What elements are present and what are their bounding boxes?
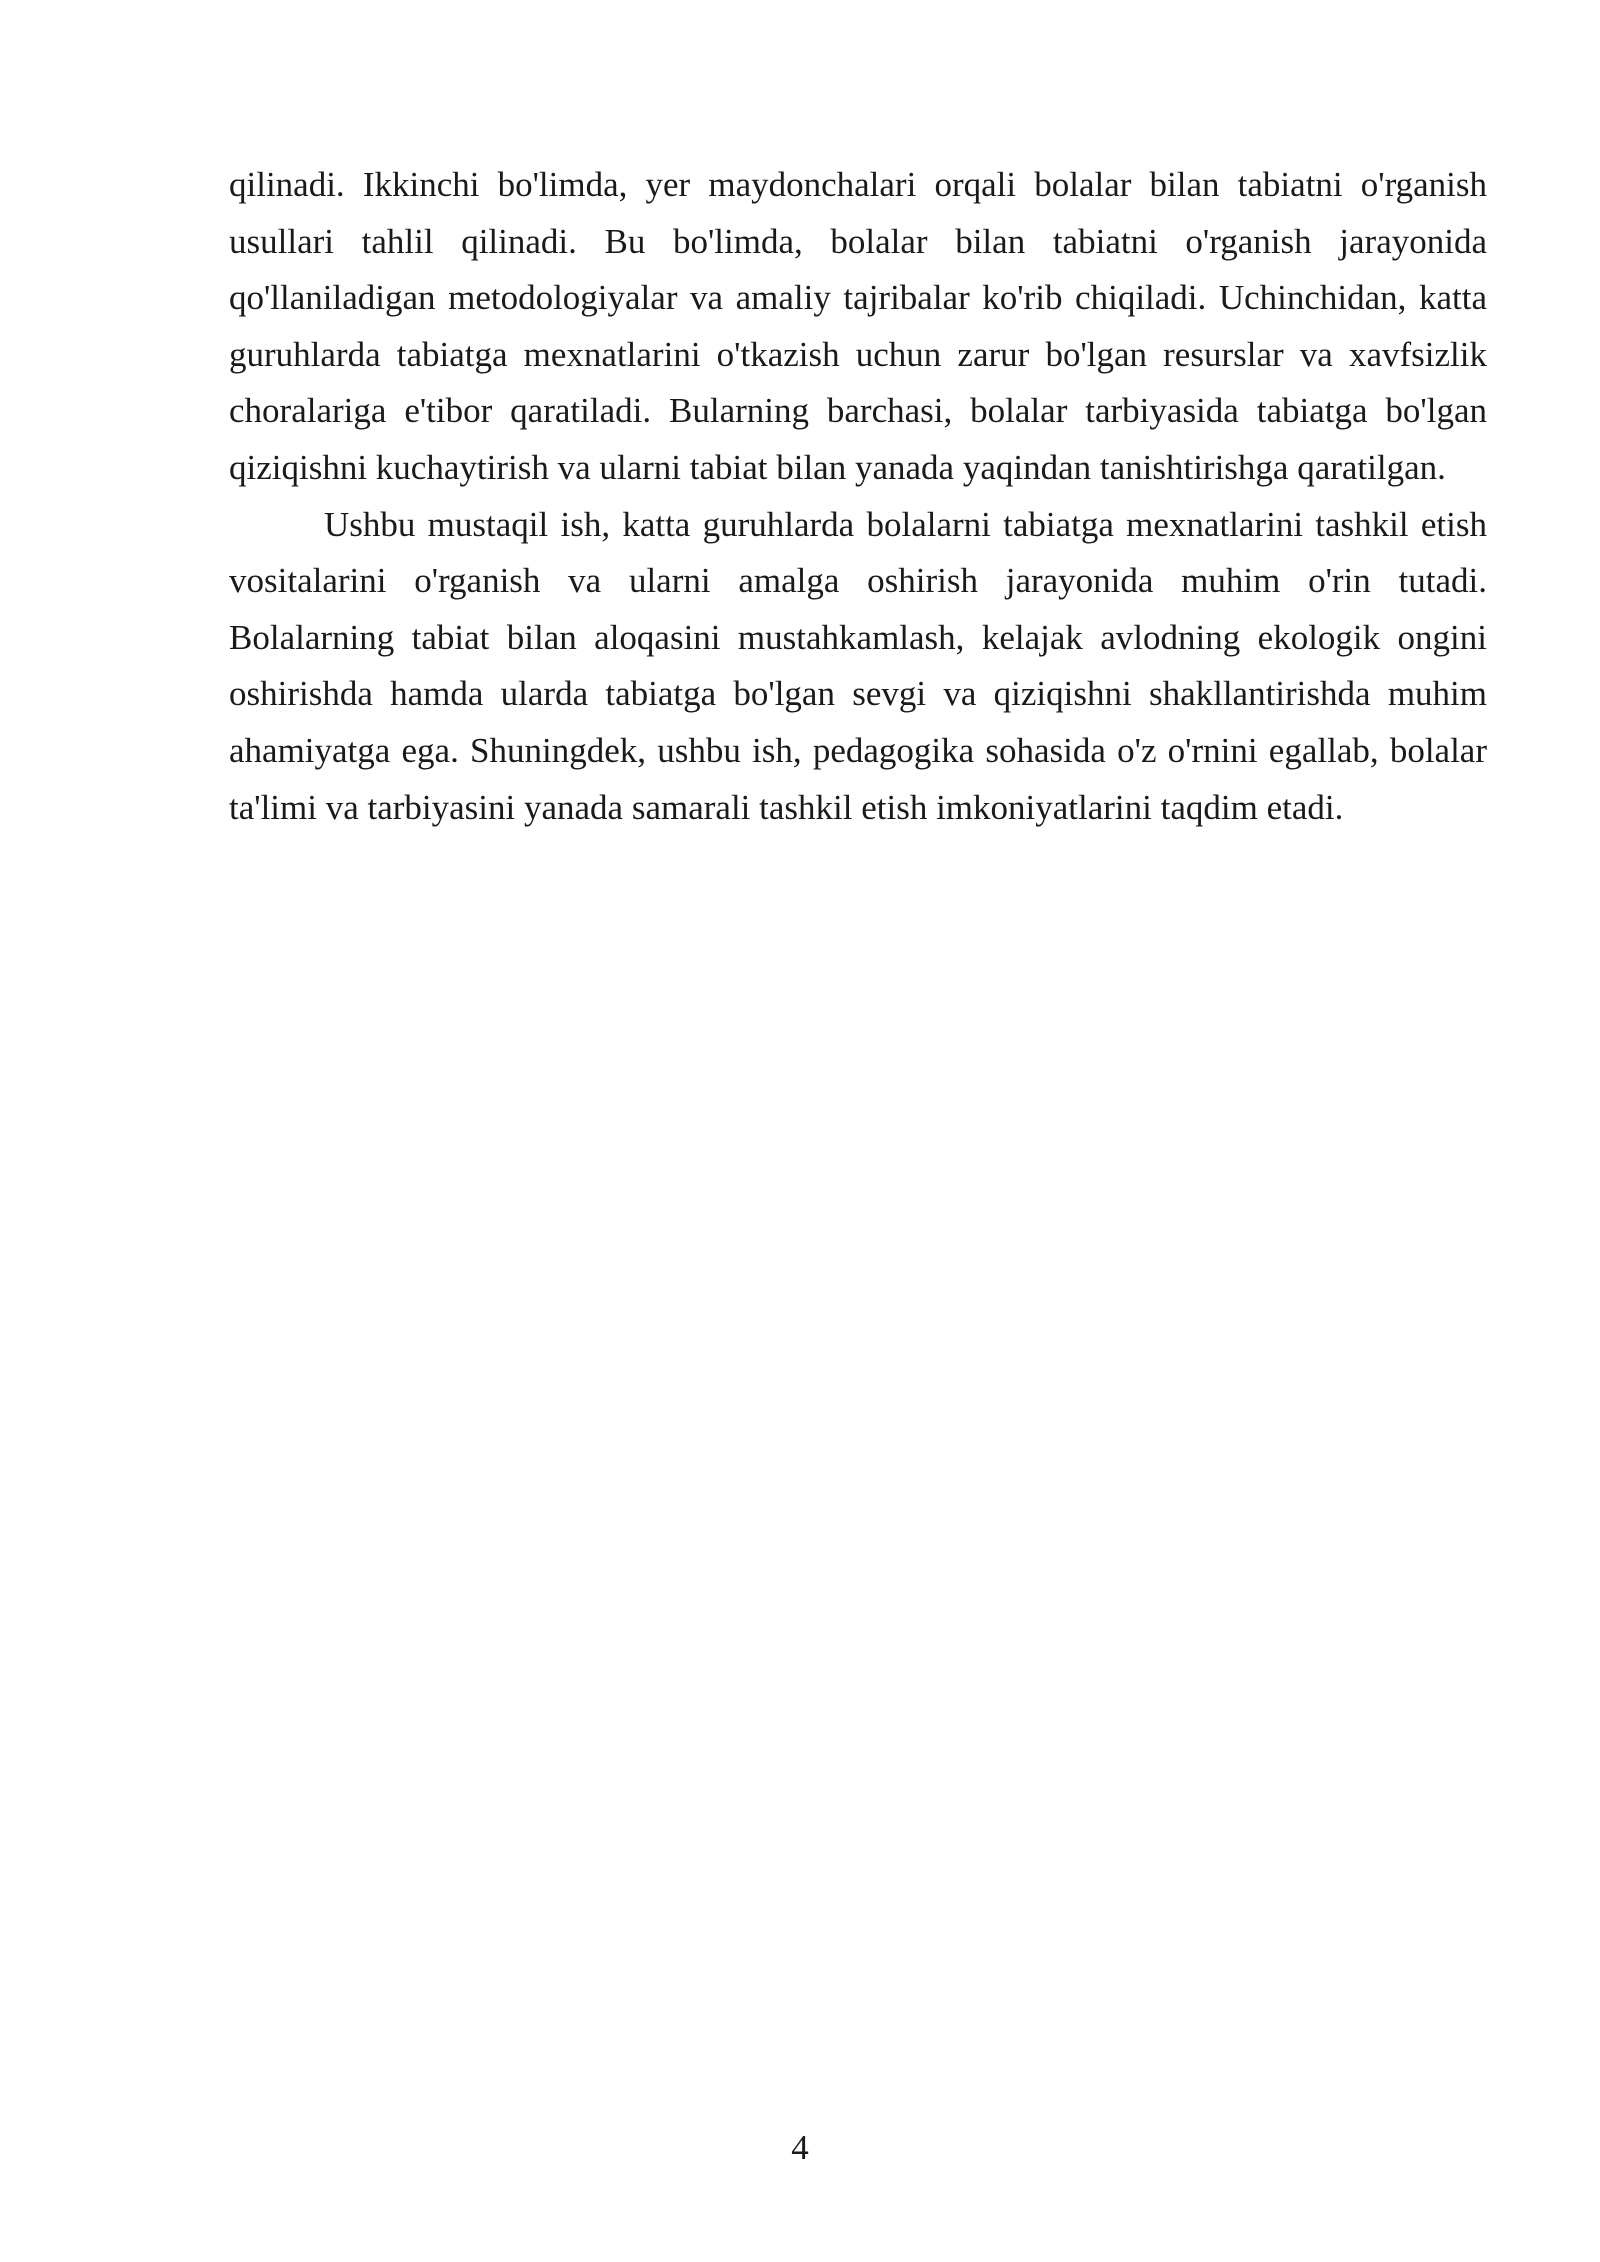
paragraph-conclusion: Ushbu mustaqil ish, katta guruhlarda bolalarni tabiatga mexnatlarini tashkil etish vositalarini o'rganish va ularni amalga oshirish jarayonida muhim o'rin tutadi. Bolalarning tabiat bilan aloqasini mustahkamlash, kelajak avlodning ekologik ongini oshirishda hamda ularda tabiatga bo'lgan sevgi va qiziqishni shakllantirishda muhim ahamiyatga ega. Shuningdek, ushbu ish, pedagogika sohasida o'z o'rnini egallab, bolalar ta'limi va tarbiyasini yanada samarali tashkil etish imkoniyatlarini taqdim etadi. (229, 504, 1487, 827)
document-body (229, 157, 1487, 836)
page-number: 4 (791, 2128, 809, 2167)
paragraph-continuation: qilinadi. Ikkinchi bo'limda, yer maydonchalari orqali bolalar bilan tabiatni o'rganish usullari tahlil qilinadi. Bu bo'limda, bolalar bilan tabiatni o'rganish jarayonida qo'llaniladigan metodologiyalar va amaliy tajribalar ko'rib chiqiladi. Uchinchidan, katta guruhlarda tabiatga mexnatlarini o'tkazish uchun zarur bo'lgan resurslar va xavfsizlik choralariga e'tibor qaratiladi. Bularning barchasi, bolalar tarbiyasida tabiatga bo'lgan qiziqishni kuchaytirish va ularni tabiat bilan yanada yaqindan tanishtirishga qaratilgan. (229, 165, 1487, 487)
